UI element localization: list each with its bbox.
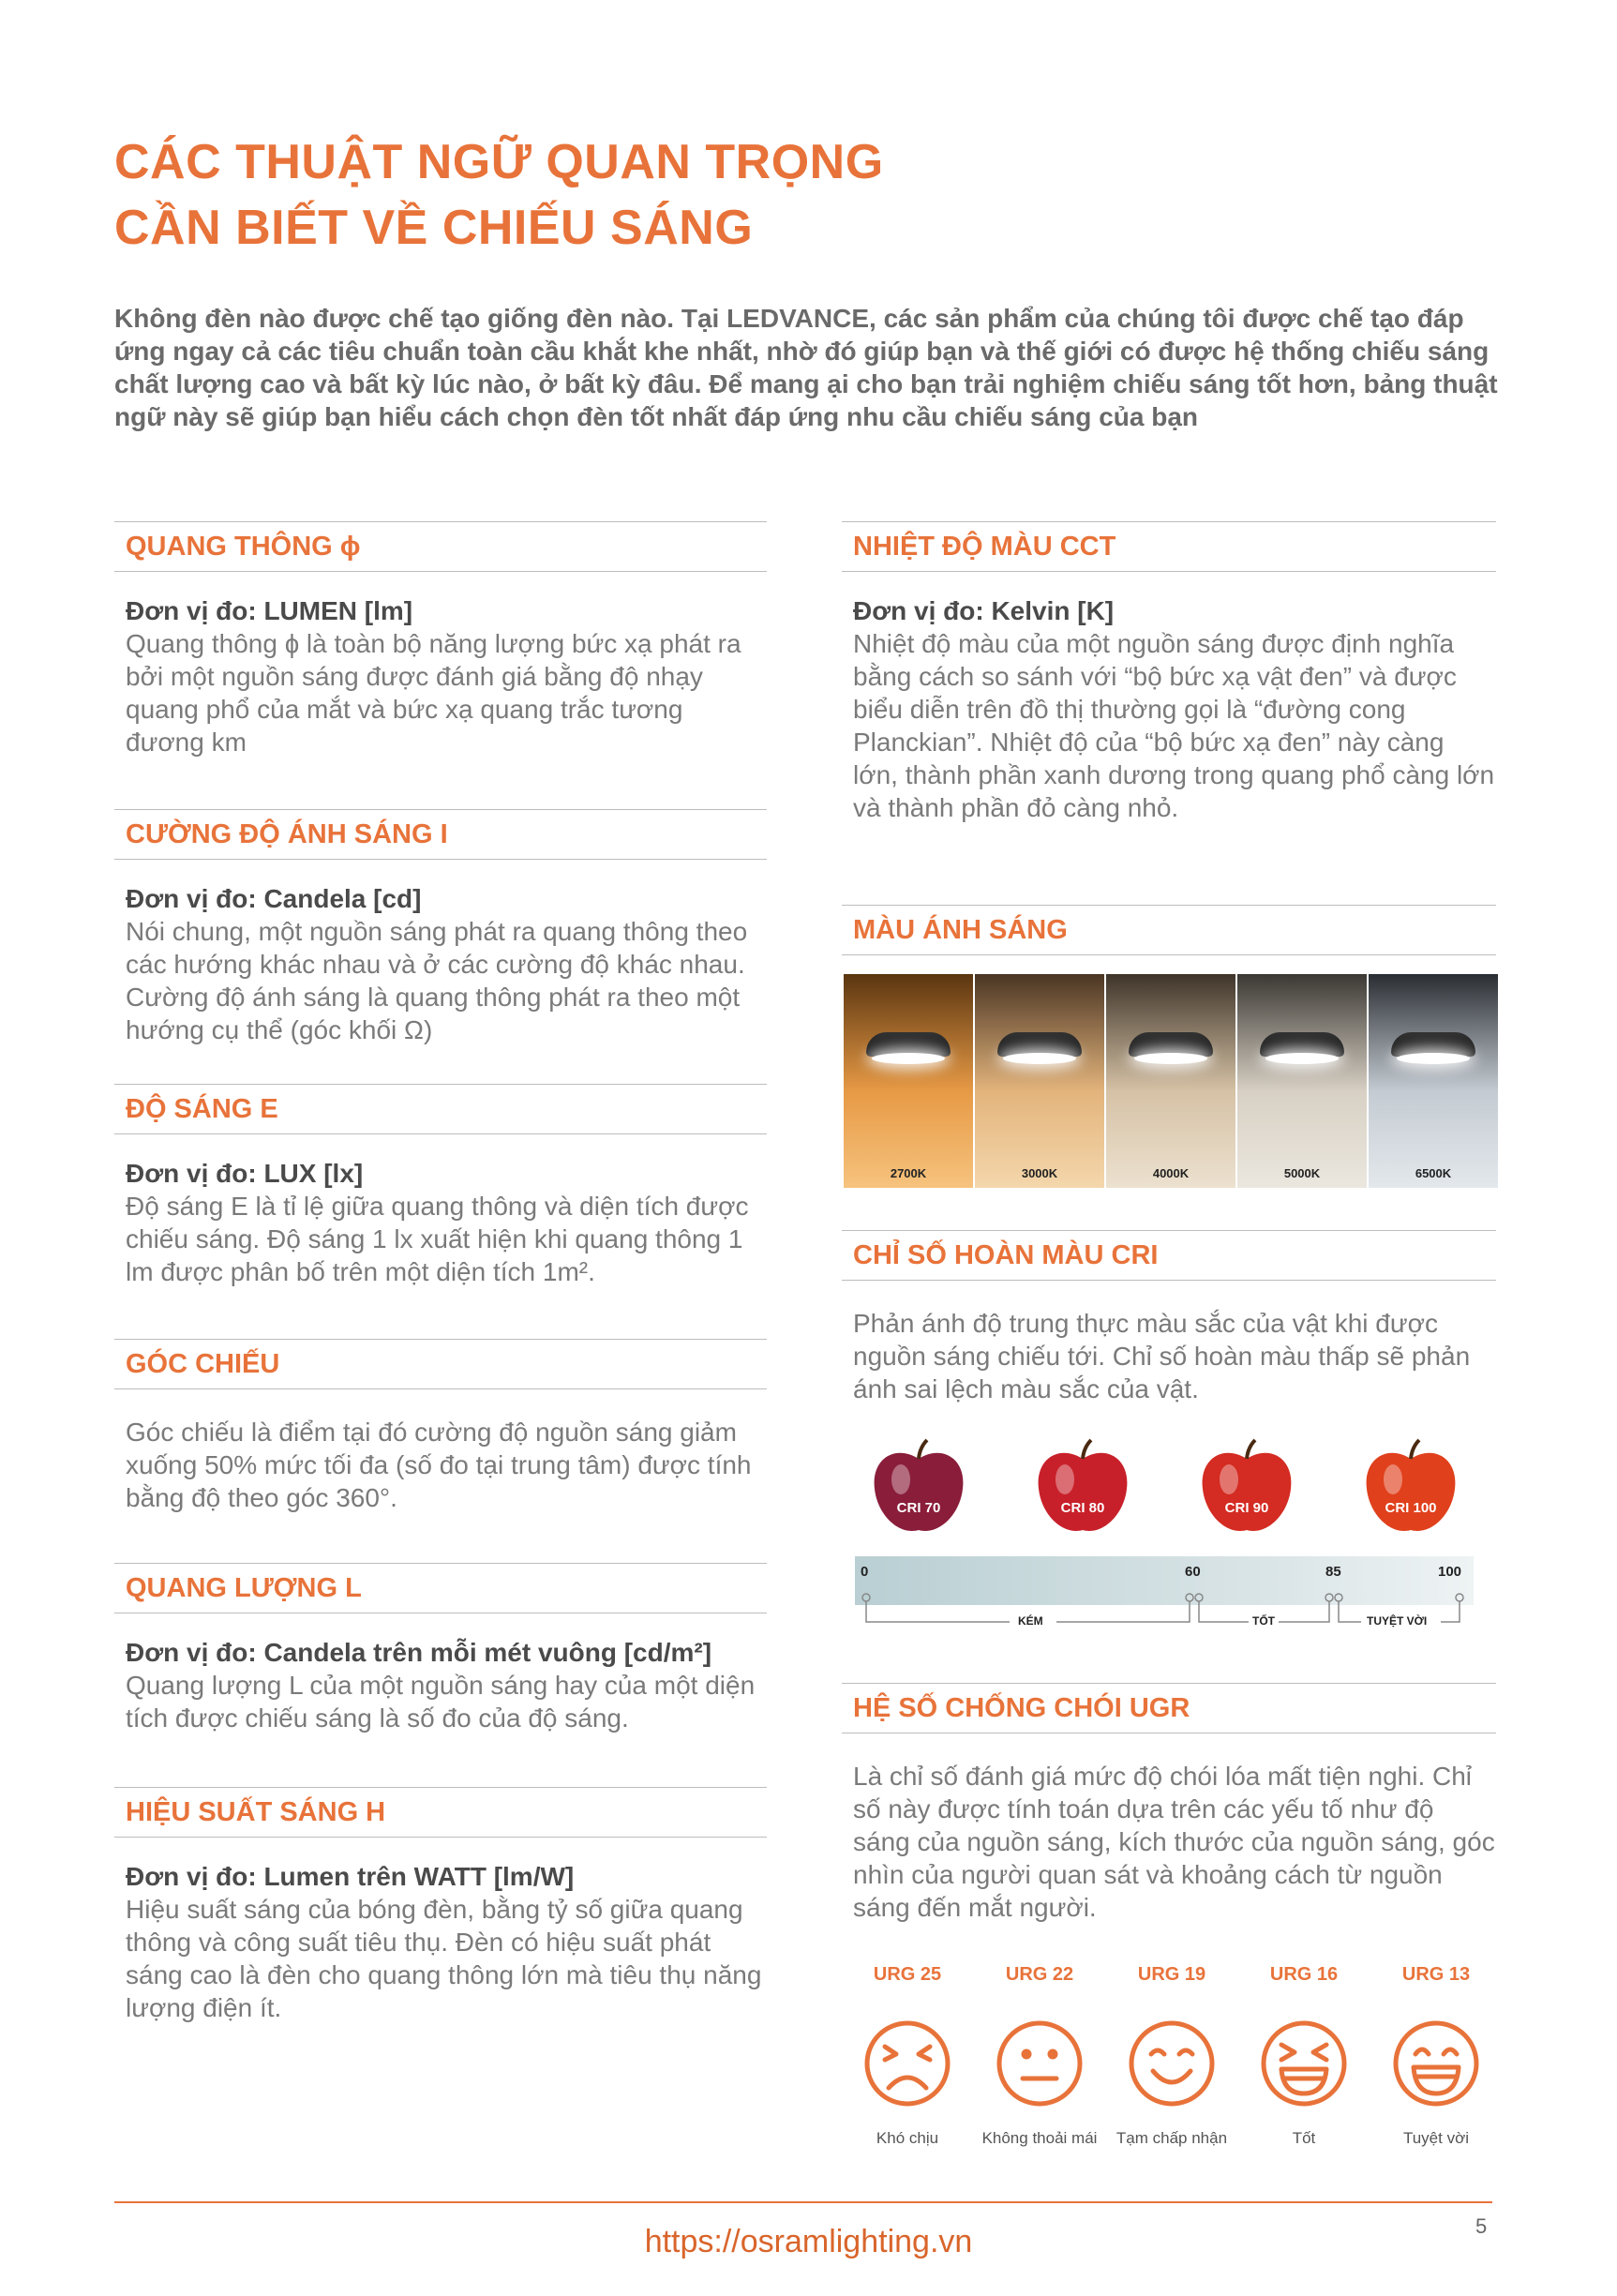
swatch-2700k [844,974,973,1188]
ugr-value: URG 16 [1269,1964,1339,1985]
section-body: Là chỉ số đánh giá mức độ chói lóa mất tiện nghi. Chỉ số này được tính toán dựa trên các yếu tố như độ sáng của nguồn sáng, kích thước của nguồn sáng, góc nhìn của người quan sát và khoảng cách từ nguồn sáng đến mắt người. [853,1762,1495,1922]
swatch-3000k [975,974,1104,1188]
unit-label: Đơn vị đo: Candela trên mỗi mét vuông [cd/m²] [126,1638,712,1667]
section-light-color [842,905,1496,955]
scale-range-label: TUYỆT VỜI [1367,1614,1428,1628]
swatch-label: 2700K [890,1166,927,1180]
unit-label: Đơn vị đo: Lumen trên WATT [lm/W] [126,1862,575,1891]
apple-icon [1195,1436,1298,1539]
swatch-label: 3000K [1021,1166,1058,1180]
page-title [114,129,884,261]
section-illuminance [114,1084,767,1288]
section-luminance [114,1563,767,1734]
swatch-label: 6500K [1415,1166,1452,1180]
section-heading: ĐỘ SÁNG E [126,1093,278,1124]
section-body: Hiệu suất sáng của bóng đèn, bằng tỷ số giữa quang thông và công suất tiêu thụ. Đèn có hiệu suất phát sáng cao là đèn cho quang thông lớn mà tiêu thụ năng lượng điện ít. [126,1895,762,2022]
unit-label: Đơn vị đo: Kelvin [K] [853,596,1115,625]
ugr-value: URG 25 [873,1964,942,1985]
section-body: Độ sáng E là tỉ lệ giữa quang thông và diện tích được chiếu sáng. Độ sáng 1 lx xuất hiện khi quang thông 1 lm được phân bố trên một diện tích 1m². [126,1192,749,1286]
unit-label: Đơn vị đo: Candela [cd] [126,884,422,913]
section-cri [842,1230,1496,1405]
cri-scale [855,1556,1474,1639]
intro-paragraph: Không đèn nào được chế tạo giống đèn nào. Tại LEDVANCE, các sản phẩm của chúng tôi được chế tạo đáp ứng ngay cả các tiêu chuẩn toàn cầu khắt khe nhất, nhờ đó giúp bạn và thế giới có được hệ thống chiếu sáng chất lượng cao và bất kỳ lúc nào, ở bất kỳ đâu. Để mang ại cho bạn trải nghiệm chiếu sáng tốt hơn, bảng thuật ngữ này sẽ giúp bạn hiểu cách chọn đèn tốt nhất đáp ứng nhu cầu chiếu sáng của bạn [114,304,1498,431]
page-number: 5 [1475,2214,1488,2238]
swatch-label: 4000K [1152,1166,1190,1180]
footer-url-link[interactable]: https://osramlighting.vn [644,2224,973,2259]
swatch-4000k [1106,974,1235,1188]
section-beam-angle [114,1339,767,1514]
frowning-face-icon [862,2018,952,2108]
cri-apples [867,1436,1486,1544]
apple-cri80 [1031,1436,1134,1539]
ugr-value: URG 13 [1401,1964,1471,1985]
ugr-label: Không thoải mái [981,2129,1098,2147]
scale-range-label: TỐT [1252,1614,1275,1628]
ugr-scale [842,1964,1498,2161]
slight-smile-face-icon [1127,2018,1217,2108]
title-line-1: CÁC THUẬT NGỮ QUAN TRỌNG [114,135,884,189]
apple-cri100 [1359,1436,1462,1539]
scale-tick: 60 [1185,1564,1201,1580]
section-ugr [842,1683,1496,1924]
color-temperature-image [844,974,1496,1188]
section-body: Nói chung, một nguồn sáng phát ra quang thông theo các hướng khác nhau và ở các cường độ khác nhau. Cường độ ánh sáng là quang thông phát ra theo một hướng cụ thể (góc khối Ω) [126,917,748,1044]
unit-label: Đơn vị đo: LUX [lx] [126,1159,364,1188]
scale-tick: 85 [1325,1564,1341,1580]
ugr-label: Khó chịu [876,2129,939,2147]
section-luminous-flux [114,521,767,758]
section-heading: NHIỆT ĐỘ MÀU CCT [853,531,1116,562]
section-body: Phản ánh độ trung thực màu sắc của vật khi được nguồn sáng chiếu tới. Chỉ số hoàn màu thấp sẽ phản ánh sai lệch màu sắc của vật. [853,1309,1471,1403]
grinning-squint-face-icon [1259,2018,1349,2108]
big-smile-face-icon [1391,2018,1481,2108]
footer-rule [114,2201,1492,2203]
apple-cri70 [867,1436,970,1539]
section-heading: MÀU ÁNH SÁNG [853,914,1068,945]
section-heading: HIỆU SUẤT SÁNG H [126,1796,386,1827]
section-luminous-efficacy [114,1787,767,2024]
swatch-5000k [1237,974,1367,1188]
ugr-label: Tạm chấp nhận [1115,2129,1228,2147]
apple-cri90 [1195,1436,1298,1539]
apple-label: CRI 100 [1385,1500,1437,1516]
neutral-face-icon [995,2018,1085,2108]
section-cct [842,521,1496,824]
section-body: Nhiệt độ màu của một nguồn sáng được định nghĩa bằng cách so sánh với “bộ bức xạ vật đen” và được biểu diễn trên đồ thị thường gọi là “đường cong Planckian”. Nhiệt độ của “bộ bức xạ đen” này càng lớn, thành phần xanh dương trong quang phổ càng lớn và thành phần đỏ càng nhỏ. [853,629,1495,822]
apple-label: CRI 80 [1060,1500,1105,1516]
apple-icon [1359,1436,1462,1539]
ugr-value: URG 19 [1137,1964,1206,1985]
unit-label: Đơn vị đo: LUMEN [lm] [126,596,413,625]
apple-label: CRI 70 [896,1500,941,1516]
scale-tick: 100 [1438,1564,1462,1580]
section-body: Góc chiếu là điểm tại đó cường độ nguồn sáng giảm xuống 50% mức tối đa (số đo tại trung tâm) được tính bằng độ theo góc 360°. [126,1418,752,1512]
section-luminous-intensity [114,809,767,1046]
ugr-value: URG 22 [1005,1964,1074,1985]
scale-tick: 0 [861,1564,869,1580]
ugr-label: Tuyệt vời [1402,2129,1470,2147]
apple-icon [1031,1436,1134,1539]
section-heading: HỆ SỐ CHỐNG CHÓI UGR [853,1692,1190,1723]
section-heading: CƯỜNG ĐỘ ÁNH SÁNG I [126,818,448,849]
scale-range-label: KÉM [1018,1614,1043,1628]
section-heading: CHỈ SỐ HOÀN MÀU CRI [853,1239,1159,1270]
apple-icon [867,1436,970,1539]
section-body: Quang lượng L của một nguồn sáng hay của một diện tích được chiếu sáng là số đo của độ sáng. [126,1671,756,1733]
section-body: Quang thông ɸ là toàn bộ năng lượng bức xạ phát ra bởi một nguồn sáng được đánh giá bằng độ nhạy quang phổ của mắt và bức xạ quang trắc tương đương km [126,629,741,757]
section-heading: GÓC CHIẾU [126,1348,280,1379]
title-line-2: CẦN BIẾT VỀ CHIẾU SÁNG [114,201,754,255]
swatch-label: 5000K [1283,1166,1321,1180]
section-heading: QUANG LƯỢNG L [126,1572,362,1603]
apple-label: CRI 90 [1224,1500,1269,1516]
swatch-6500k [1369,974,1498,1188]
section-heading: QUANG THÔNG ɸ [126,531,361,562]
ugr-label: Tốt [1292,2129,1316,2147]
